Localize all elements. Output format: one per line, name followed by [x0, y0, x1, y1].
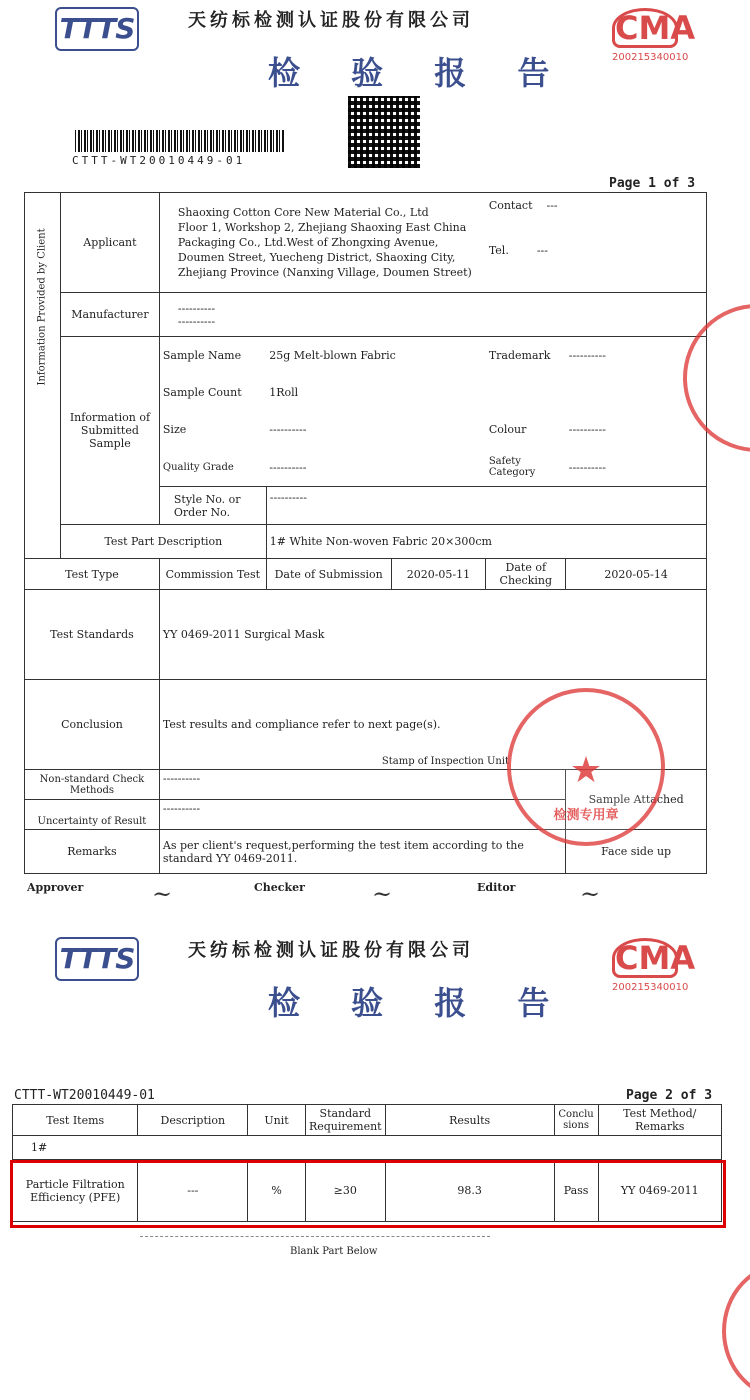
report-number: CTTT-WT20010449-01 [14, 1088, 155, 1103]
colour-label: Colour [488, 423, 527, 436]
cma-number: 200215340010 [612, 52, 689, 63]
header-test-items: Test Items [13, 1105, 138, 1136]
sample-id: 1# [31, 1141, 48, 1154]
nonstandard-label: Non-standard Check Methods [25, 770, 160, 800]
editor-label: Editor [477, 881, 516, 894]
seal-star-icon: ★ [569, 750, 603, 791]
header-standard: Standard Requirement [305, 1105, 385, 1136]
style-value: ---------- [266, 487, 706, 525]
safety-value: ---------- [566, 449, 707, 487]
cma-number-2: 200215340010 [612, 982, 689, 993]
company-name-2: 天纺标检测认证股份有限公司 [188, 940, 474, 961]
checker-signature: ~ [372, 880, 393, 908]
style-label: Style No. or Order No. [159, 487, 266, 525]
sample-count-label: Sample Count [159, 375, 266, 411]
header-conclusions: Conclusions [554, 1105, 598, 1136]
row-test-item: Particle Filtration Efficiency (PFE) [13, 1160, 138, 1222]
date-submission-value: 2020-05-11 [391, 559, 486, 590]
manufacturer-value-2: ---------- [177, 314, 216, 328]
applicant-name: Shaoxing Cotton Core New Material Co., Ltd [177, 206, 429, 219]
approver-signature: ~ [152, 880, 173, 908]
tel-value: --- [536, 244, 548, 257]
remarks-label: Remarks [25, 830, 160, 874]
remarks-value: As per client's request,performing the test item according to the standard YY 0469-2011. [159, 830, 565, 874]
row-results: 98.3 [385, 1160, 554, 1222]
date-checking-label: Date of Checking [486, 559, 566, 590]
barcode [75, 130, 285, 152]
conclusion-value: Test results and compliance refer to next page(s). [162, 718, 441, 731]
uncertainty-value: ---------- [159, 800, 565, 830]
blank-divider [140, 1236, 490, 1237]
test-part-value: 1# White Non-woven Fabric 20×300cm [266, 525, 706, 559]
seal-sub: 检测专用章 [553, 808, 619, 823]
report-title: 检 验 报 告 [268, 54, 570, 92]
cma-logo-2: CMA [612, 938, 678, 978]
date-checking-value: 2020-05-14 [566, 559, 707, 590]
header-description: Description [138, 1105, 248, 1136]
side-label-cell [25, 193, 61, 559]
applicant-label: Applicant [60, 193, 159, 293]
cma-mark-2 [612, 938, 696, 993]
face-side: Face side up [566, 830, 707, 874]
seal-stamp-page2 [722, 1262, 750, 1400]
header-unit: Unit [248, 1105, 306, 1136]
stamp-label: Stamp of Inspection Unit [381, 756, 510, 767]
quality-label: Quality Grade [159, 449, 266, 487]
colour-value: ---------- [566, 411, 707, 449]
page-number-2: Page 2 of 3 [626, 1088, 713, 1103]
checker-label: Checker [254, 881, 305, 894]
header-method: Test Method/ Remarks [598, 1105, 721, 1136]
qr-code [348, 96, 420, 168]
tel-label: Tel. [488, 244, 509, 257]
barcode-text: CTTT-WT20010449-01 [72, 154, 246, 167]
row-standard: ≥30 [305, 1160, 385, 1222]
date-submission-label: Date of Submission [266, 559, 391, 590]
conclusion-label: Conclusion [25, 680, 160, 770]
company-name: 天纺标检测认证股份有限公司 [188, 10, 474, 31]
manufacturer-value: ---------- [177, 301, 216, 315]
test-standards-label: Test Standards [25, 590, 160, 680]
trademark-value: ---------- [566, 337, 707, 375]
test-part-label: Test Part Description [60, 525, 266, 559]
test-type-label: Test Type [25, 559, 160, 590]
row-unit: % [248, 1160, 306, 1222]
report-title-2: 检 验 报 告 [268, 984, 570, 1022]
size-label: Size [159, 411, 266, 449]
blank-part-note: Blank Part Below [290, 1246, 378, 1257]
cma-logo: CMA [612, 8, 678, 48]
sample-info-label: Information of Submitted Sample [60, 337, 159, 525]
approver-label: Approver [27, 881, 84, 894]
uncertainty-label: Uncertainty of Result [25, 800, 160, 830]
manufacturer-cell [159, 293, 706, 337]
ttts-logo-2: TTTS [55, 937, 139, 981]
ttts-logo: TTTS [55, 7, 139, 51]
sample-name-value: 25g Melt-blown Fabric [269, 349, 396, 363]
trademark-label: Trademark [488, 349, 551, 363]
row-conclusion: Pass [554, 1160, 598, 1222]
manufacturer-label: Manufacturer [60, 293, 159, 337]
page-number: Page 1 of 3 [609, 176, 696, 191]
side-label: Information Provided by Client [36, 228, 48, 386]
cma-mark [612, 8, 696, 63]
applicant-cell [159, 193, 485, 293]
contact-cell [486, 193, 707, 293]
contact-value: --- [546, 199, 558, 212]
header-results: Results [385, 1105, 554, 1136]
safety-label: Safety Category [488, 456, 536, 479]
test-type-value: Commission Test [159, 559, 266, 590]
row-description: --- [138, 1160, 248, 1222]
nonstandard-value: ---------- [159, 770, 565, 800]
size-value: ---------- [269, 423, 307, 436]
sample-name-label: Sample Name [159, 337, 266, 375]
highlight-box [10, 1160, 726, 1228]
test-standards-value: YY 0469-2011 Surgical Mask [159, 590, 706, 680]
sample-attached: Sample Attached [566, 770, 707, 830]
editor-signature: ~ [580, 880, 601, 908]
sample-count-value: 1Roll [266, 375, 706, 411]
quality-value: ---------- [269, 460, 307, 474]
applicant-address: Floor 1, Workshop 2, Zhejiang Shaoxing East China Packaging Co., Ltd.West of Zhongxing Avenue, Doumen Street, Yuecheng District, Shaoxing City, Zhejiang Province (Nanxing Village, Doumen Street) [177, 221, 472, 279]
row-method: YY 0469-2011 [598, 1160, 721, 1222]
seal-stamp [507, 688, 665, 846]
contact-label: Contact [488, 199, 533, 212]
sample-id-row [13, 1136, 722, 1160]
